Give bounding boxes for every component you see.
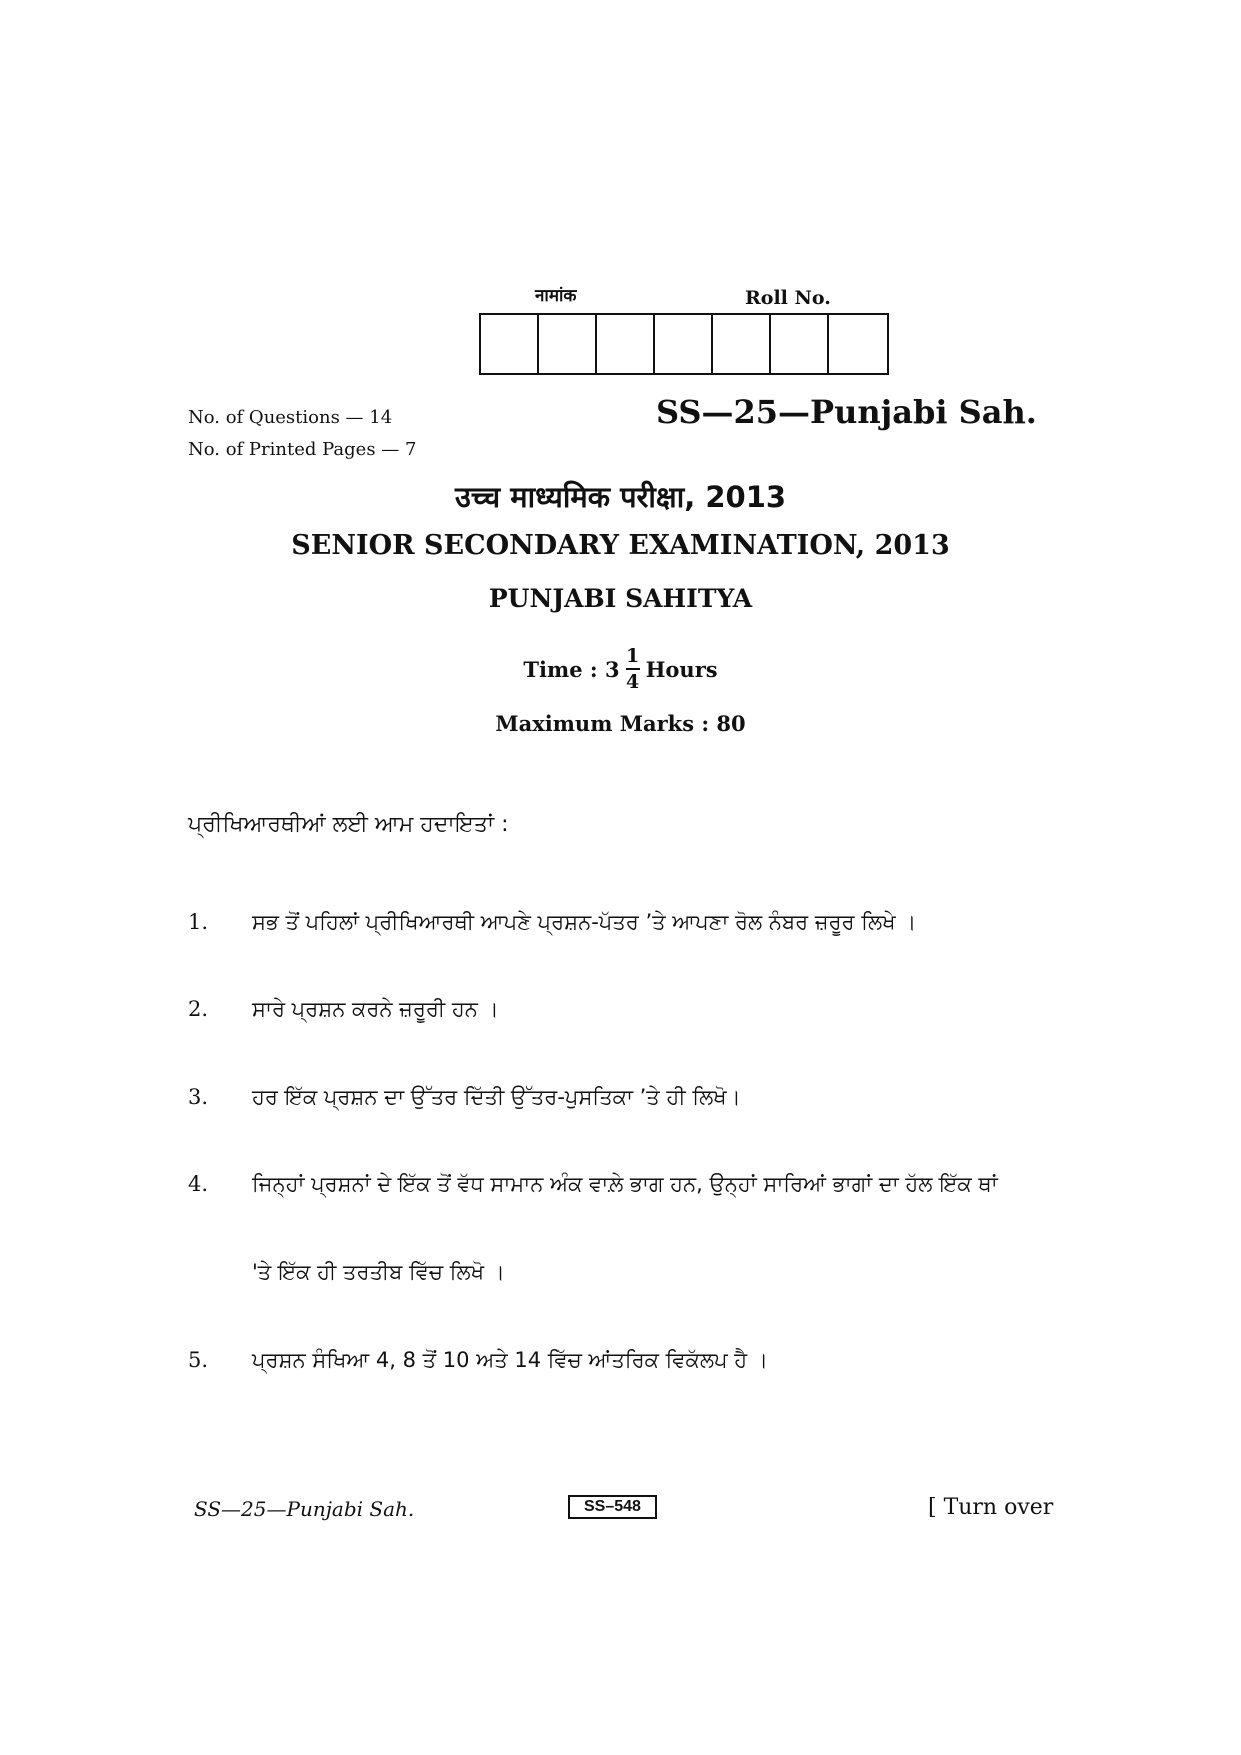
number-of-pages: No. of Printed Pages — 7 <box>188 439 417 460</box>
roll-number-box[interactable] <box>771 315 829 373</box>
instruction-number: 1. <box>188 910 209 934</box>
instruction-text: ਸਭ ਤੋਂ ਪਹਿਲਾਂ ਪ੍ਰੀਖਿਆਰਥੀ ਆਪਣੇ ਪ੍ਰਸ਼ਨ-ਪੱਤਰ ’ਤੇ ਆਪਣਾ ਰੋਲ ਨੰਬਰ ਜ਼ਰੂਰ ਲਿਖੇ । <box>252 910 917 934</box>
roll-number-boxes <box>479 313 889 375</box>
instruction-text: ਪ੍ਰਸ਼ਨ ਸੰਖਿਆ 4, 8 ਤੋਂ 10 ਅਤੇ 14 ਵਿੱਚ ਆਂਤਰਿਕ ਵਿਕੱਲਪ ਹੈ । <box>252 1348 769 1372</box>
instruction-text: ਸਾਰੇ ਪ੍ਰਸ਼ਨ ਕਰਨੇ ਜ਼ਰੂਰੀ ਹਨ । <box>252 997 499 1021</box>
time-suffix: Hours <box>645 656 718 682</box>
turn-over-note: [ Turn over <box>928 1495 1054 1520</box>
maximum-marks: Maximum Marks : 80 <box>495 711 746 736</box>
instruction-text: ਜਿਨ੍ਹਾਂ ਪ੍ਰਸ਼ਨਾਂ ਦੇ ਇੱਕ ਤੋਂ ਵੱਧ ਸਾਮਾਨ ਅੰਕ ਵਾਲ਼ੇ ਭਾਗ ਹਨ, ਉਨ੍ਹਾਂ ਸਾਰਿਆਂ ਭਾਗਾਂ ਦਾ ਹੱਲ ਇੱਕ ਥਾਂ <box>252 1172 998 1196</box>
fraction-bar <box>626 668 640 670</box>
instruction-number: 4. <box>188 1172 209 1196</box>
instruction-number: 2. <box>188 997 209 1021</box>
subject-title: PUNJABI SAHITYA <box>488 584 753 613</box>
instruction-number: 3. <box>188 1085 209 1109</box>
time-fraction <box>626 646 640 692</box>
paper-code: SS—25—Punjabi Sah. <box>656 393 1037 431</box>
roll-number-box[interactable] <box>829 315 887 373</box>
time-prefix: Time : 3 <box>523 656 620 682</box>
exam-title-english: SENIOR SECONDARY EXAMINATION, 2013 <box>291 530 950 561</box>
instruction-item <box>188 1348 1068 1373</box>
instruction-number: 5. <box>188 1348 209 1372</box>
roll-number-box[interactable] <box>597 315 655 373</box>
roll-label-hindi: नामांक <box>535 286 577 306</box>
number-of-questions: No. of Questions — 14 <box>188 407 393 428</box>
instruction-item <box>188 997 1068 1022</box>
instruction-text: ਹਰ ਇੱਕ ਪ੍ਰਸ਼ਨ ਦਾ ਉੱਤਰ ਦਿੱਤੀ ਉੱਤਰ-ਪੁਸਤਿਕਾ ’ਤੇ ਹੀ ਲਿਖੋ। <box>252 1085 741 1109</box>
exam-title-hindi: उच्च माध्यमिक परीक्षा, 2013 <box>454 480 787 514</box>
roll-number-box[interactable] <box>481 315 539 373</box>
footer-series-code: SS–548 <box>568 1495 657 1519</box>
instruction-item <box>188 1085 1068 1110</box>
roll-label-english: Roll No. <box>745 287 831 309</box>
roll-number-box[interactable] <box>655 315 713 373</box>
footer-paper-code: SS—25—Punjabi Sah. <box>194 1497 415 1521</box>
instructions-heading: ਪ੍ਰੀਖਿਆਰਥੀਆਂ ਲਈ ਆਮ ਹਦਾਇਤਾਂ : <box>188 812 509 837</box>
instruction-item <box>188 910 1068 935</box>
roll-number-box[interactable] <box>713 315 771 373</box>
instruction-item <box>188 1172 1068 1197</box>
fraction-denominator: 4 <box>625 671 640 693</box>
roll-number-box[interactable] <box>539 315 597 373</box>
time-allowed <box>0 646 1241 692</box>
instruction-continuation: 'ਤੇ ਇੱਕ ਹੀ ਤਰਤੀਬ ਵਿੱਚ ਲਿਖੋ । <box>252 1260 505 1284</box>
fraction-numerator: 1 <box>625 645 640 667</box>
